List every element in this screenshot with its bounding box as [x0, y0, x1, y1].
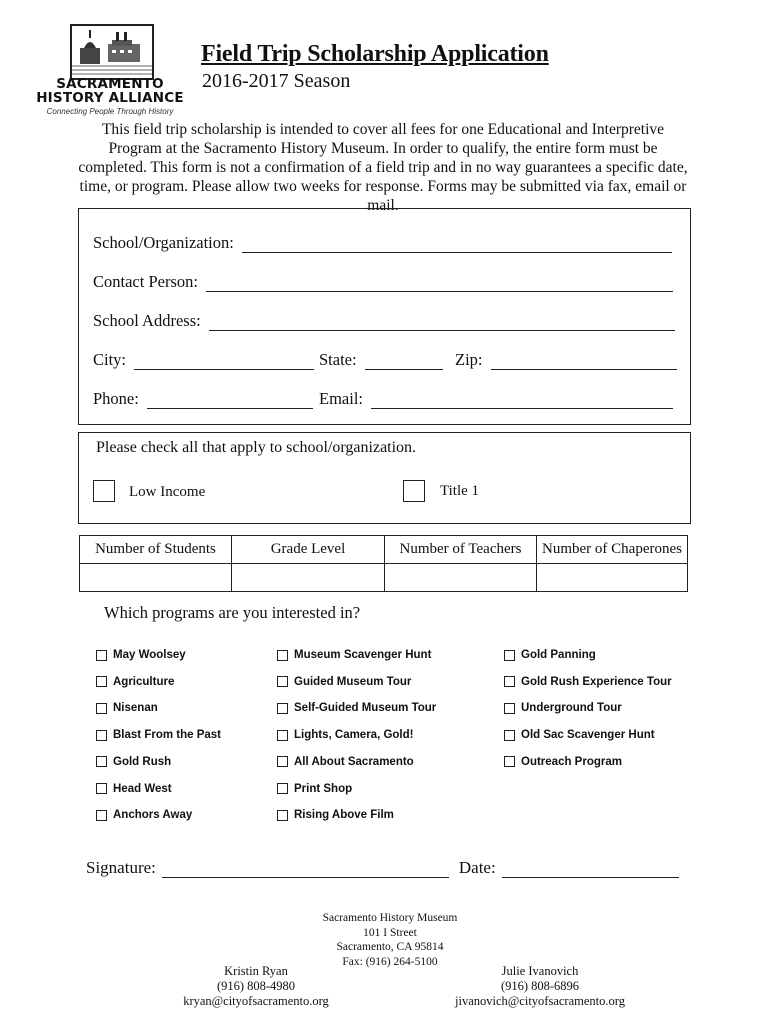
program-option[interactable] [277, 702, 436, 714]
teachers-input[interactable] [385, 564, 537, 592]
program-checkbox[interactable] [277, 703, 288, 714]
contact-phone: (916) 808-4980 [216, 979, 296, 993]
contact-kristin [166, 964, 346, 1009]
program-label: Self-Guided Museum Tour [294, 702, 437, 715]
program-option[interactable] [277, 756, 414, 768]
program-label: May Woolsey [113, 649, 186, 661]
counts-table [79, 535, 688, 592]
logo-name-line2: HISTORY ALLIANCE [36, 90, 184, 106]
low-income-label: Low Income [129, 484, 206, 500]
program-label: Gold Panning [521, 649, 596, 661]
students-input[interactable] [80, 564, 232, 592]
city-field[interactable] [93, 350, 314, 370]
program-label: Head West [113, 782, 172, 795]
program-option[interactable] [277, 783, 352, 795]
program-label: Blast From the Past [113, 729, 221, 742]
program-checkbox[interactable] [277, 756, 288, 767]
header-chaperones: Number of Chaperones [537, 536, 688, 564]
program-label: Anchors Away [113, 809, 193, 822]
program-label: All About Sacramento [294, 755, 414, 768]
chaperones-input[interactable] [537, 564, 688, 592]
program-checkbox[interactable] [96, 650, 107, 661]
city-input-line[interactable] [134, 353, 314, 370]
organization-name [26, 77, 194, 105]
program-checkbox[interactable] [96, 676, 107, 687]
museum-name: Sacramento History Museum [322, 912, 458, 924]
signature-row [86, 858, 679, 878]
contact-email-link[interactable]: kryan@cityofsacramento.org [183, 994, 329, 1008]
program-checkbox[interactable] [96, 730, 107, 741]
header-students: Number of Students [80, 536, 232, 564]
zip-field[interactable] [455, 350, 677, 370]
museum-street: 101 I Street [363, 926, 417, 939]
contact-name: Kristin Ryan [224, 964, 288, 978]
program-option[interactable] [96, 649, 186, 661]
program-checkbox[interactable] [504, 650, 515, 661]
table-header-row [80, 536, 688, 564]
program-option[interactable] [277, 649, 431, 661]
program-label: Agriculture [113, 675, 175, 688]
school-address-field[interactable] [93, 311, 675, 331]
header-teachers: Number of Teachers [385, 536, 537, 564]
contact-phone: (916) 808-6896 [500, 979, 580, 993]
email-input-line[interactable] [371, 392, 673, 409]
program-option[interactable] [96, 702, 158, 714]
program-option[interactable] [96, 809, 192, 821]
program-label: Gold Rush Experience Tour [521, 675, 672, 688]
program-label: Outreach Program [521, 755, 622, 768]
program-checkbox[interactable] [277, 676, 288, 687]
program-option[interactable] [277, 676, 411, 688]
phone-field[interactable] [93, 389, 313, 409]
date-label: Date: [458, 858, 496, 877]
program-label: Lights, Camera, Gold! [294, 729, 414, 742]
email-field[interactable] [319, 389, 673, 409]
program-checkbox[interactable] [504, 730, 515, 741]
city-label: City: [93, 350, 127, 369]
email-label: Email: [319, 389, 363, 408]
program-checkbox[interactable] [96, 810, 107, 821]
program-option[interactable] [96, 756, 171, 768]
state-input-line[interactable] [365, 353, 443, 370]
organization-tagline: Connecting People Through History [46, 107, 174, 116]
school-label: School/Organization: [93, 233, 234, 252]
eligibility-prompt: Please check all that apply to school/organization. [96, 439, 417, 456]
signature-label: Signature: [86, 858, 156, 877]
contact-person-field[interactable] [93, 272, 673, 292]
program-checkbox[interactable] [277, 783, 288, 794]
zip-input-line[interactable] [491, 353, 677, 370]
program-checkbox[interactable] [277, 730, 288, 741]
title1-checkbox[interactable] [403, 480, 425, 502]
phone-input-line[interactable] [147, 392, 313, 409]
program-checkbox[interactable] [96, 756, 107, 767]
program-label: Old Sac Scavenger Hunt [521, 729, 655, 742]
program-label: Nisenan [113, 702, 158, 715]
program-checkbox[interactable] [504, 756, 515, 767]
program-label: Rising Above Film [294, 809, 394, 822]
museum-city: Sacramento, CA 95814 [336, 941, 444, 953]
school-input-line[interactable] [242, 236, 672, 253]
form-title: Field Trip Scholarship Application [201, 41, 549, 67]
school-field[interactable] [93, 233, 672, 253]
eligibility-box [78, 432, 691, 524]
capitol-riverboat-icon [72, 26, 152, 78]
contact-input-line[interactable] [206, 275, 673, 292]
state-label: State: [319, 350, 357, 369]
programs-question: Which programs are you interested in? [104, 603, 361, 622]
address-input-line[interactable] [209, 314, 675, 331]
program-label: Gold Rush [113, 755, 172, 768]
date-line[interactable] [502, 861, 679, 878]
zip-label: Zip: [455, 350, 483, 369]
program-checkbox[interactable] [504, 676, 515, 687]
state-field[interactable] [319, 350, 443, 370]
intro-paragraph: This field trip scholarship is intended to cover all fees for one Educational and Interpretive Program at the Sacramento History Museum. In order to qualify, the entire form must be completed. This form is not a confirmation of a field trip and in no way guarantees a specific date, time, or program. Please allow two weeks for response. Forms may be submitted via fax, email or mail. [78, 121, 688, 214]
museum-address [260, 911, 520, 969]
program-label: Museum Scavenger Hunt [294, 649, 432, 661]
program-option[interactable] [504, 649, 596, 661]
grade-input[interactable] [232, 564, 385, 592]
contact-info-box [78, 208, 691, 425]
signature-line[interactable] [162, 861, 449, 878]
low-income-checkbox[interactable] [93, 480, 115, 502]
address-label: School Address: [93, 311, 201, 330]
logo-image [70, 24, 154, 80]
contact-email-link[interactable]: jivanovich@cityofsacramento.org [455, 994, 625, 1008]
program-option[interactable] [277, 729, 414, 741]
contact-julie [430, 964, 650, 1009]
program-option[interactable] [504, 676, 672, 688]
program-label: Underground Tour [521, 702, 622, 715]
program-option[interactable] [504, 702, 622, 714]
program-option[interactable] [277, 809, 394, 821]
season-label: 2016-2017 Season [202, 70, 351, 92]
program-option[interactable] [504, 756, 622, 768]
contact-name: Julie Ivanovich [501, 964, 579, 978]
header-grade: Grade Level [232, 536, 385, 564]
title1-label: Title 1 [440, 483, 480, 499]
program-checkbox[interactable] [96, 703, 107, 714]
phone-label: Phone: [93, 389, 139, 408]
program-option[interactable] [96, 676, 174, 688]
program-checkbox[interactable] [277, 810, 288, 821]
program-option[interactable] [504, 729, 655, 741]
program-checkbox[interactable] [96, 783, 107, 794]
program-option[interactable] [96, 729, 221, 741]
contact-label: Contact Person: [93, 272, 198, 291]
logo-name-line1: SACRAMENTO [56, 76, 164, 92]
table-input-row [80, 564, 688, 592]
program-label: Guided Museum Tour [294, 675, 412, 688]
program-checkbox[interactable] [277, 650, 288, 661]
program-checkbox[interactable] [504, 703, 515, 714]
museum-fax: Fax: (916) 264-5100 [342, 955, 438, 968]
program-option[interactable] [96, 783, 172, 795]
program-label: Print Shop [294, 782, 353, 795]
